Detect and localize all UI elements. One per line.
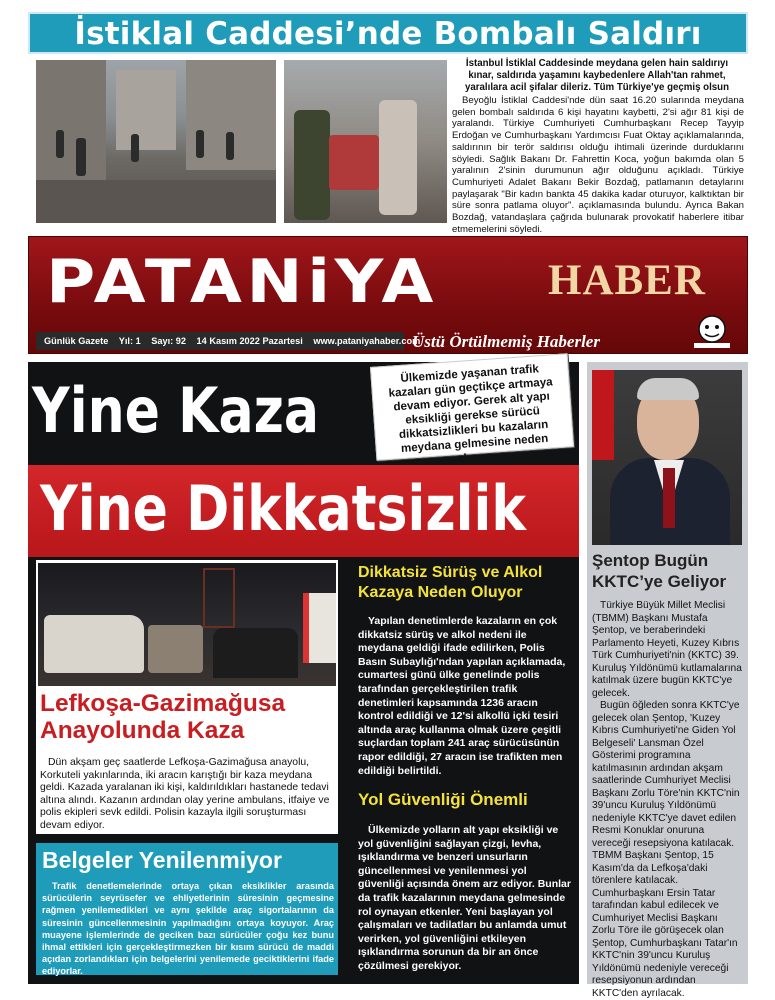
- issue-date: 14 Kasım 2022 Pazartesi: [196, 336, 303, 346]
- cartoon-logo-icon: [690, 312, 734, 350]
- sentop-article-title: Şentop Bugün KKTC’ye Geliyor: [592, 551, 727, 591]
- rescue-photo: [284, 60, 447, 223]
- careless-driving-title: Dikkatsiz Sürüş ve Alkol Kazaya Neden Oluyor: [358, 564, 543, 601]
- attack-lead-text: İstanbul İstiklal Caddesinde meydana gelen hain saldırıyı kınar, saldırıda yaşamını kaybedenlere Allah'tan rahmet, yaralılara acil şifalar dileriz. Tüm Türkiye'ye geçmiş olsun: [465, 58, 729, 93]
- careless-driving-body: Yapılan denetimlerde kazaların en çok dikkatsiz sürüş ve alkol nedeni ile meydana geldiği ifade edilirken, Polis Basın Subaylığı'ndan yapılan açıklamada, cumartesi günü ülke genelinde polis tarafından gerçekleştirilen trafik denetimleri kapsamında 1236 aracın kontrol edildiği ve 12'si alkollü içki tesiri altında araç kullanma olmak üzere çeşitli suçlardan toplam 241 araç sürücüsünün rapor edildiği, 27 aracın ise trafikten men edildiği belirtildi.: [358, 615, 566, 777]
- sentop-paragraph-2: Bugün öğleden sonra KKTC'ye gelecek olan Şentop, 'Kuzey Kıbrıs Cumhuriyeti'ne Giden Yol Belgeseli' Lansman Özel Gösterimi programına katılmasının ardından akşam saatlerinde Cumhuriyet Meclisi Başkanı Zorlu Töre'nin KKTC'nin 39'uncu Kuruluş Yıldönümü nedeniyle KKTC'ye davet edilen Resmi Konuklar onuruna vereceği resepsiyona katılacak. TBMM Başkanı Şentop, 15 Kasım'da da Lefkoşa'daki törenlere katılacak. Cumhurbaşkanı Ersin Tatar tarafından kabul edilecek ve Cumhuriyet Meclisi Başkanı Zorlu Töre ile görüşecek olan Şentop, Cumhurbaşkanı Tatar'ın KKTC'nin 39'uncu Kuruluş Yıldönümü nedeniyle vereceği resepsiyonun ardından KKTC'den ayrılacak.: [592, 700, 740, 999]
- road-safety-body: Ülkemizde yolların alt yapı eksikliği ve yol güvenliğini sağlayan çizgi, levha, ışıklandırma ve benzeri unsurların güncellenmesi ve yenilenmesi yol güvenliği açısında önem arz ediyor. Bunlar da trafik kazalarının meydana gelmesinde rol oynayan etkenler. Yeni başlayan yol çalışmaları ve tadilatları bu anlamda umut verirken, yol güvenliğini etkileyen ışıklandırma sorunun da bir an önce çözülmesi gerekiyor.: [358, 824, 571, 972]
- road-safety-title: Yol Güvenliği Önemli: [358, 790, 528, 809]
- top-headline: İstiklal Caddesi’nde Bombalı Saldırı: [74, 16, 702, 52]
- documents-article-title: Belgeler Yenilenmiyor: [42, 847, 282, 873]
- accident-article-body: Dün akşam geç saatlerde Lefkoşa-Gazimağusa anayolu, Korkuteli yakınlarında, iki aracın karıştığı bir kaza meydana geldi. Kazada yaralanan iki kişi, kaldırıldıkları hastanede tedavi altına alındı. Kazanın ardından olay yerine ambulans, itfaiye ve polis ekipleri sevk edildi. Polisin kazayla ilgili soruşturması devam ediyor.: [40, 757, 330, 831]
- issue-info-strip: [36, 332, 421, 350]
- issue-type: Günlük Gazete: [44, 336, 109, 346]
- top-headline-banner: [28, 12, 748, 54]
- accident-photo: [38, 563, 336, 686]
- newspaper-logo-haber: HABER: [548, 257, 706, 304]
- newspaper-logo: PATANiYA: [46, 247, 438, 317]
- attack-body-text: Beyoğlu İstiklal Caddesi'nde dün saat 16.20 sularında meydana gelen bombalı saldırıda 6 kişi hayatını kaybetti, 2'si ağır 81 kişi de yaralandı. Türkiye Cumhuriyeti Cumhurbaşkanı Recep Tayyip Erdoğan ve Cumhurbaşkanı Yardımcısı Fuat Oktay açıklamalarında, saldırının bir terör saldırısı olduğu ihtimali üzerinde durduklarını söyledi. Sağlık Bakanı Dr. Fahrettin Koca, yoğun bakımda olan 5 yaralının 2'sinin durumunun ağır olduğunu açıkladı. Türkiye Cumhuriyeti Adalet Bakanı Bekir Bozdağ, patlamanın detaylarını paylaşarak "Bir kadın bankta 45 dakika kadar oturuyor, kalktıktan bir süre sonra patlama oluyor". açıklamasında bulundu. Ayrıca Bakan Bozdağ, vatandaşlara çağrıda bulunarak provokatif haberlere itibar etmemelerini söyledi.: [452, 95, 744, 235]
- main-headline-line1: Yine Kaza: [32, 374, 320, 447]
- issue-number: Sayı: 92: [151, 336, 186, 346]
- headline-callout: Ülkemizde yaşanan trafik kazaları gün geçtikçe artmaya devam ediyor. Gerek alt yapı eksikliği gerekse sürücü dikkatsizlikleri bu kazaların meydana gelmesine neden oluyor.: [370, 353, 574, 461]
- istiklal-street-photo: [36, 60, 276, 223]
- sentop-paragraph-1: Türkiye Büyük Millet Meclisi (TBMM) Başkanı Mustafa Şentop, ve beraberindeki Parlamento Heyeti, Kuzey Kıbrıs Türk Cumhuriyeti'nin (KKTC) 39. Kuruluş Yıldönümü kutlamalarına katılmak üzere bugün KKTC'ye gelecek.: [592, 600, 742, 699]
- slogan: Üstü Örtülmemiş Haberler: [412, 332, 600, 351]
- accident-article-title: Lefkoşa-Gazimağusa Anayolunda Kaza: [40, 690, 286, 744]
- issue-year: Yıl: 1: [118, 336, 141, 346]
- main-headline-line2: Yine Dikkatsizlik: [40, 472, 526, 545]
- documents-article-body: Trafik denetlemelerinde ortaya çıkan eksiklikler arasında sürücülerin seyrüsefer ve ehliyetlerinin süresinin geçmesine rağmen yenilemedikleri ve aynı şekilde araç sigortalarının da süresinin güncellenmesinin yapılmadığını ortaya koyuyor. Araç muayene işlemlerinde de geciken bazı sürücüler çoğu kez bunu ihmal ettikleri için gerçekleştirmezken bir kısım sürücü de maddi açıdan zorlandıkları için belgelerini yenilemede geciktiklerini ifade ediyorlar.: [42, 881, 334, 977]
- sentop-article-body: [592, 600, 742, 1000]
- website-link[interactable]: www.pataniyahaber.com: [313, 336, 421, 346]
- sentop-portrait: [592, 370, 742, 545]
